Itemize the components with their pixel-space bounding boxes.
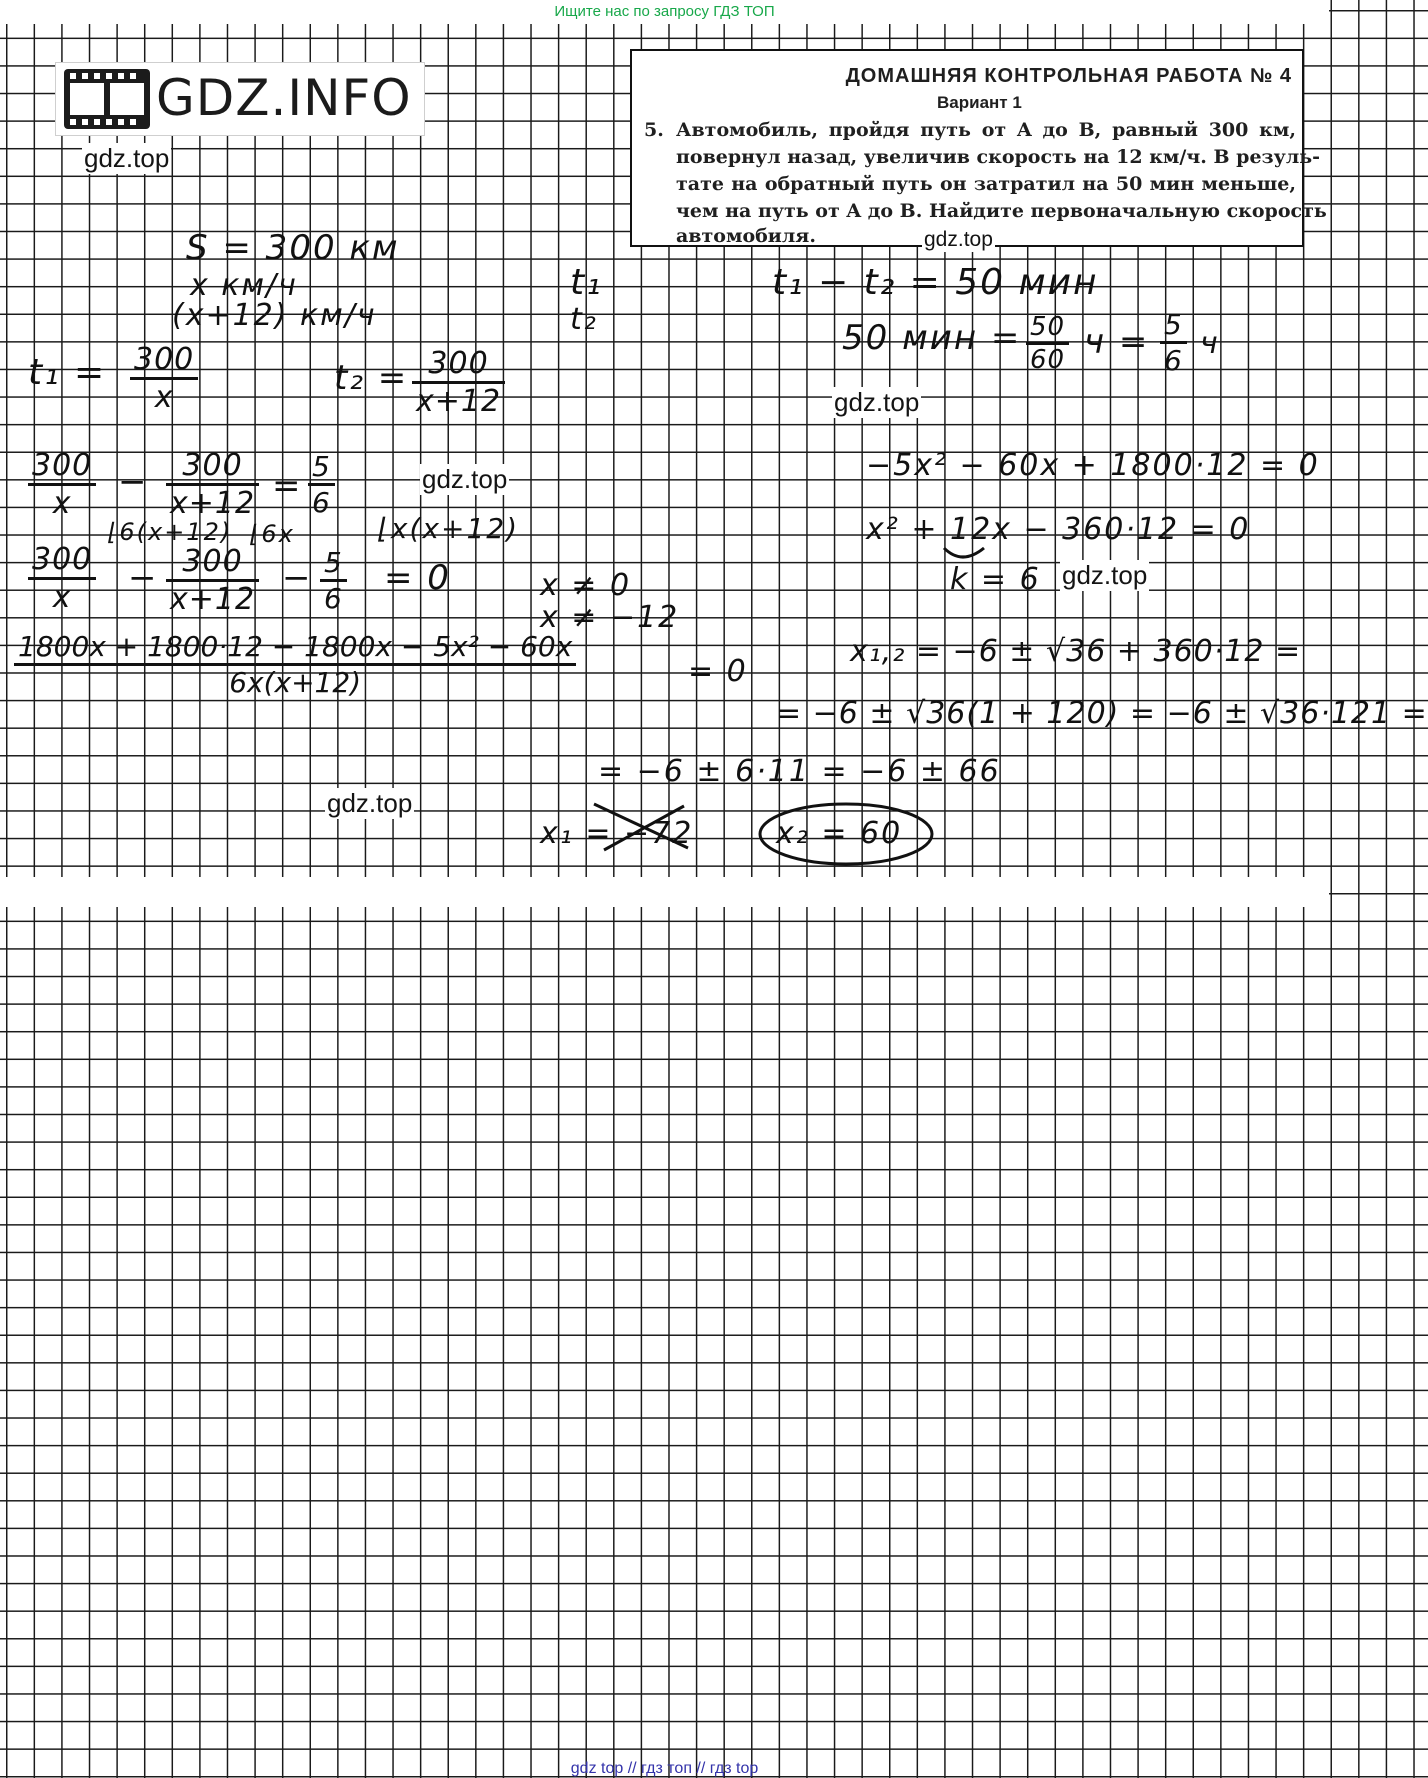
fraction-numerator: 300 [28, 448, 96, 486]
fraction-numerator: 1800x + 1800·12 − 1800x − 5x² − 60x [14, 630, 576, 666]
fraction-numerator: 5 [308, 450, 335, 486]
root-2-answer: x₂ = 60 [776, 816, 903, 851]
fraction-denominator: 6 [312, 486, 331, 519]
roots-step-1: = −6 ± √36(1 + 120) = −6 ± √36·121 = [776, 696, 1428, 731]
half-coefficient: k = 6 [950, 562, 1041, 597]
fraction-denominator: x+12 [170, 582, 256, 617]
root-1-rejected: x₁ = −72 [540, 816, 694, 851]
eq2-zero: = 0 [384, 558, 451, 598]
fraction-numerator: 5 [320, 546, 347, 582]
t1-label: t₁ [570, 262, 603, 303]
fraction-denominator: x+12 [416, 384, 502, 419]
t1-formula-left: t₁ = [28, 352, 107, 393]
factor-2: ⌊6x [250, 520, 295, 548]
pen-marks-overlay [0, 0, 1329, 907]
given-speed-back: (x+12) км/ч [172, 298, 377, 333]
task-line: чем на путь от A до B. Найдите первоначальную скорость [676, 200, 1327, 222]
combined-zero: = 0 [688, 654, 748, 689]
conversion-left: 50 мин = [842, 318, 1022, 358]
task-number: 5. [644, 119, 664, 141]
conversion-middle: ч = [1084, 322, 1150, 362]
given-speed-forward: x км/ч [190, 268, 298, 303]
given-distance: S = 300 км [186, 228, 400, 268]
time-difference: t₁ − t₂ = 50 мин [772, 262, 1099, 303]
fraction-denominator: x [52, 486, 72, 521]
fraction-denominator: 6 [1164, 344, 1183, 377]
factor-3: ⌊x(x+12) [378, 512, 520, 545]
watermark: gdz.top [834, 387, 920, 417]
fraction-denominator: x+12 [170, 486, 256, 521]
task-line: Автомобиль, пройдя путь от A до B, равный 300 км, [676, 119, 1296, 141]
watermark: gdz.top [327, 788, 413, 818]
eq1-equals: = [272, 466, 303, 506]
bottom-band [0, 877, 1329, 1777]
condition-1: x ≠ 0 [540, 568, 632, 603]
answer-circle [760, 804, 932, 864]
coefficient-brace [944, 548, 984, 557]
fraction-numerator: 300 [130, 342, 198, 380]
fraction-numerator: 300 [166, 544, 259, 582]
eq2-minus: − [282, 558, 313, 598]
fraction-denominator: 6 [324, 582, 343, 615]
task-line: автомобиля. [676, 225, 816, 247]
fraction-denominator: 60 [1030, 345, 1066, 375]
task-line: тате на обратный путь он затратил на 50 мин меньше, [676, 173, 1296, 195]
fraction-numerator: 300 [28, 542, 96, 580]
fraction-numerator: 300 [166, 448, 259, 486]
watermark: gdz.top [84, 143, 170, 173]
roots-formula: x₁,₂ = −6 ± √36 + 360·12 = [850, 634, 1302, 669]
fraction-denominator: x [52, 580, 72, 615]
watermark: gdz.top [924, 228, 993, 251]
condition-2: x ≠ −12 [540, 600, 680, 635]
task-variant: Вариант 1 [937, 93, 1022, 112]
fraction-denominator: x [154, 380, 174, 415]
top-search-link[interactable]: Ищите нас по запросу ГДЗ ТОП [554, 3, 775, 20]
fraction-numerator: 5 [1160, 308, 1187, 344]
logo-text: GDZ.INFO [156, 69, 412, 127]
task-title: ДОМАШНЯЯ КОНТРОЛЬНАЯ РАБОТА № 4 [845, 65, 1292, 87]
eq2-minus: − [128, 558, 159, 598]
fraction-numerator: 300 [412, 346, 505, 384]
quadratic-1: −5x² − 60x + 1800·12 = 0 [866, 448, 1320, 483]
t2-formula-left: t₂ = [334, 358, 409, 398]
fraction-numerator: 50 [1026, 312, 1069, 345]
eq1-minus: − [118, 462, 149, 502]
watermark: gdz.top [422, 464, 508, 494]
fraction-denominator: 6x(x+12) [229, 666, 362, 699]
bottom-links[interactable]: gdz top // гдз топ // гдз top [570, 1760, 759, 1777]
conversion-unit: ч [1200, 326, 1220, 361]
task-line: повернул назад, увеличив скорость на 12 км/ч. В резуль- [676, 146, 1321, 168]
watermark: gdz.top [1062, 560, 1148, 590]
roots-step-2: = −6 ± 6·11 = −6 ± 66 [598, 754, 1001, 789]
factor-1: ⌊6(x+12) [108, 518, 233, 546]
strike-line [604, 806, 684, 850]
t2-label: t₂ [570, 302, 598, 337]
quadratic-2: x² + 12x − 360·12 = 0 [866, 512, 1251, 547]
